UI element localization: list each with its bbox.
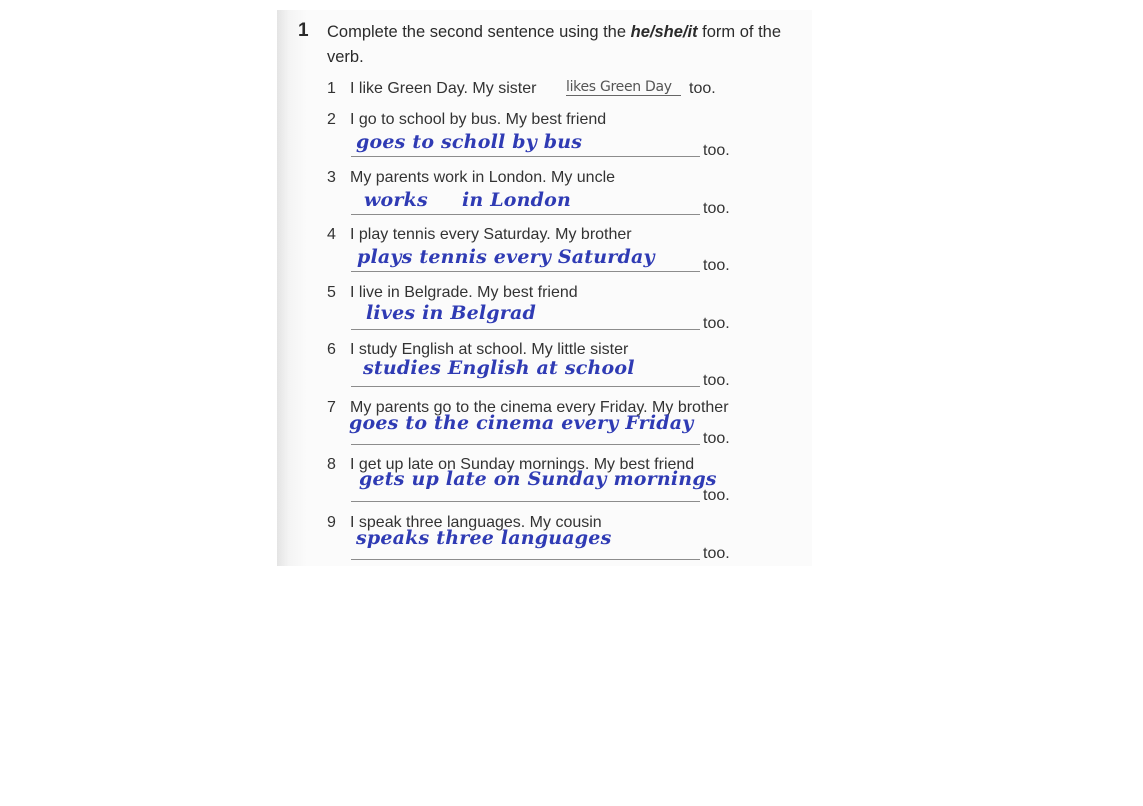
item-number: 9	[327, 514, 336, 531]
instruction-prefix: Complete the second sentence using the	[327, 23, 631, 41]
item-too: too.	[703, 257, 730, 274]
exercise-item	[277, 341, 812, 399]
item-number: 5	[327, 284, 336, 301]
item-prompt: I get up late on Sunday mornings. My best friend	[350, 456, 695, 473]
item-number: 3	[327, 169, 336, 186]
item-prompt: I like Green Day. My sister	[350, 80, 537, 97]
answer-line	[351, 214, 700, 215]
exercise-item	[277, 284, 812, 342]
item-too: too.	[703, 430, 730, 447]
item-number: 2	[327, 111, 336, 128]
instruction-pronouns: he/she/it	[630, 23, 698, 41]
item-too: too.	[703, 315, 730, 332]
exercise-item	[277, 226, 812, 284]
answer-line	[351, 559, 700, 560]
handwritten-answer[interactable]: goes to the cinema every Friday	[349, 412, 694, 434]
item-prompt: My parents work in London. My uncle	[350, 169, 616, 186]
handwritten-answer[interactable]: studies English at school	[363, 357, 635, 379]
handwritten-answer[interactable]: speaks three languages	[356, 527, 612, 549]
item-too: too.	[689, 80, 716, 97]
answer-line	[351, 501, 700, 502]
answer-line	[351, 271, 700, 272]
item-too: too.	[703, 142, 730, 159]
handwritten-answer[interactable]: gets up late on Sunday mornings	[359, 468, 717, 490]
exercise-item	[277, 399, 812, 457]
example-answer: likes Green Day	[566, 79, 681, 96]
item-prompt: I go to school by bus. My best friend	[350, 111, 607, 128]
item-prompt: I live in Belgrade. My best friend	[350, 284, 578, 301]
answer-line	[351, 444, 700, 445]
item-number: 6	[327, 341, 336, 358]
exercise-item	[277, 169, 812, 227]
item-prompt: I study English at school. My little sister	[350, 341, 629, 358]
exercise-item	[277, 456, 812, 514]
exercise-number: 1	[298, 20, 309, 41]
answer-line	[351, 386, 700, 387]
answer-line	[351, 329, 700, 330]
item-too: too.	[703, 487, 730, 504]
instruction-suffix: form of the verb.	[327, 23, 782, 66]
handwritten-answer[interactable]: plays tennis every Saturday	[357, 246, 655, 268]
exercise-item	[277, 514, 812, 572]
exercise-item	[277, 111, 812, 169]
handwritten-answer[interactable]: works in London	[364, 189, 572, 211]
item-prompt: My parents go to the cinema every Friday. My brother	[350, 399, 729, 416]
answer-line	[351, 156, 700, 157]
handwritten-answer[interactable]: lives in Belgrad	[366, 302, 536, 324]
item-number: 7	[327, 399, 336, 416]
exercise-instruction	[327, 20, 807, 70]
item-too: too.	[703, 200, 730, 217]
item-number: 8	[327, 456, 336, 473]
item-too: too.	[703, 372, 730, 389]
item-too: too.	[703, 545, 730, 562]
item-prompt: I play tennis every Saturday. My brother	[350, 226, 632, 243]
worksheet-page	[277, 10, 812, 566]
item-number: 4	[327, 226, 336, 243]
item-prompt: I speak three languages. My cousin	[350, 514, 602, 531]
handwritten-answer[interactable]: goes to scholl by bus	[356, 131, 583, 153]
item-number: 1	[327, 80, 336, 97]
